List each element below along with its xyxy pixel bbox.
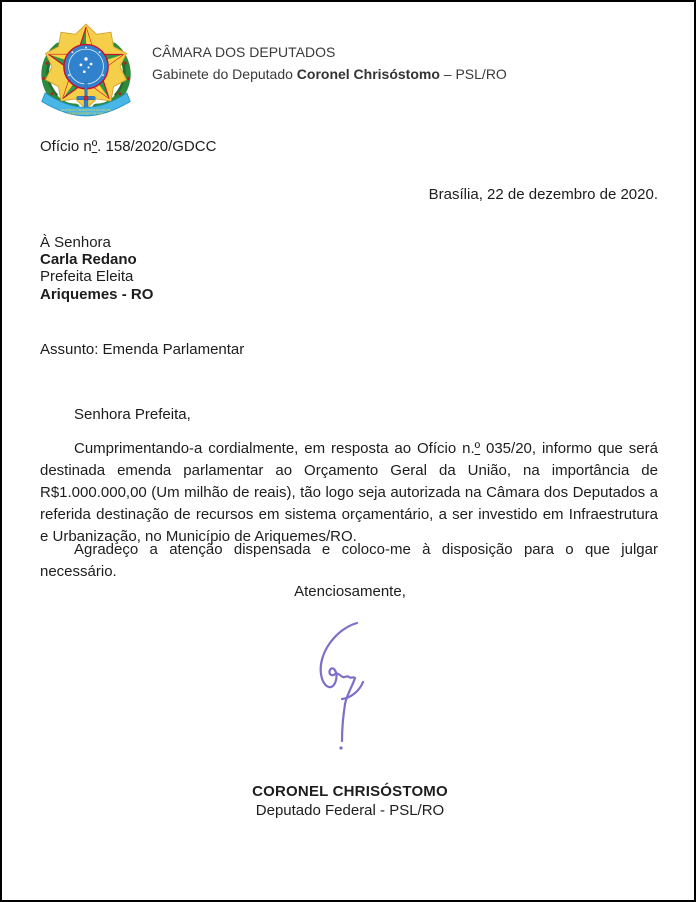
office-line: Gabinete do Deputado Coronel Chrisóstomo – PSL/RO bbox=[152, 66, 507, 82]
letterhead bbox=[152, 41, 507, 85]
addressee-role: Prefeita Eleita bbox=[40, 268, 134, 286]
center-disc bbox=[64, 45, 108, 89]
org-name: CÂMARA DOS DEPUTADOS bbox=[152, 44, 336, 60]
addressee-salutation: À Senhora bbox=[40, 234, 111, 251]
body-paragraph-1: Cumprimentando-a cordialmente, em resposta ao Ofício n.º 035/20, informo que será destinada emenda parlamentar ao Orçamento Geral da União, na importância de R$1.000.000,00 (Um milhão de reais), tão logo seja autorizada na Câmara dos Deputados a referida destinação de recursos em sistema orçamentário, a ser investido em Infraestrutura e Urbanização, no Município de Ariquemes/RO. bbox=[40, 440, 658, 545]
deputy-name: Coronel Chrisóstomo bbox=[296, 66, 440, 82]
date-line: Brasília, 22 de dezembro de 2020. bbox=[428, 186, 658, 203]
signer-name: CORONEL CHRISÓSTOMO bbox=[252, 783, 448, 800]
ordinal-indicator: º bbox=[474, 440, 481, 457]
handwritten-signature bbox=[305, 614, 383, 756]
ordinal-indicator: º bbox=[91, 138, 98, 155]
reference-number: Ofício nº. 158/2020/GDCC bbox=[40, 138, 217, 155]
subject-line: Assunto: Emenda Parlamentar bbox=[40, 341, 245, 358]
brazil-coat-of-arms-icon bbox=[35, 16, 137, 124]
addressee-city: Ariquemes - RO bbox=[40, 285, 154, 303]
greeting-line: Senhora Prefeita, bbox=[74, 406, 191, 423]
addressee-name: Carla Redano bbox=[40, 251, 137, 269]
body-paragraph-2: Agradeço a atenção dispensada e coloco-me à disposição para o que julgar necessário. bbox=[40, 541, 658, 580]
ribbon-text-line2: 15 DE NOVEMBRO DE 1889 bbox=[68, 112, 104, 116]
signer-title: Deputado Federal - PSL/RO bbox=[255, 802, 445, 819]
closing-line: Atenciosamente, bbox=[294, 583, 406, 600]
signer-block bbox=[2, 782, 696, 820]
addressee-block bbox=[40, 234, 153, 303]
ribbon-text-line1: REPÚBLICA FEDERATIVA DO BRASIL bbox=[60, 107, 112, 112]
